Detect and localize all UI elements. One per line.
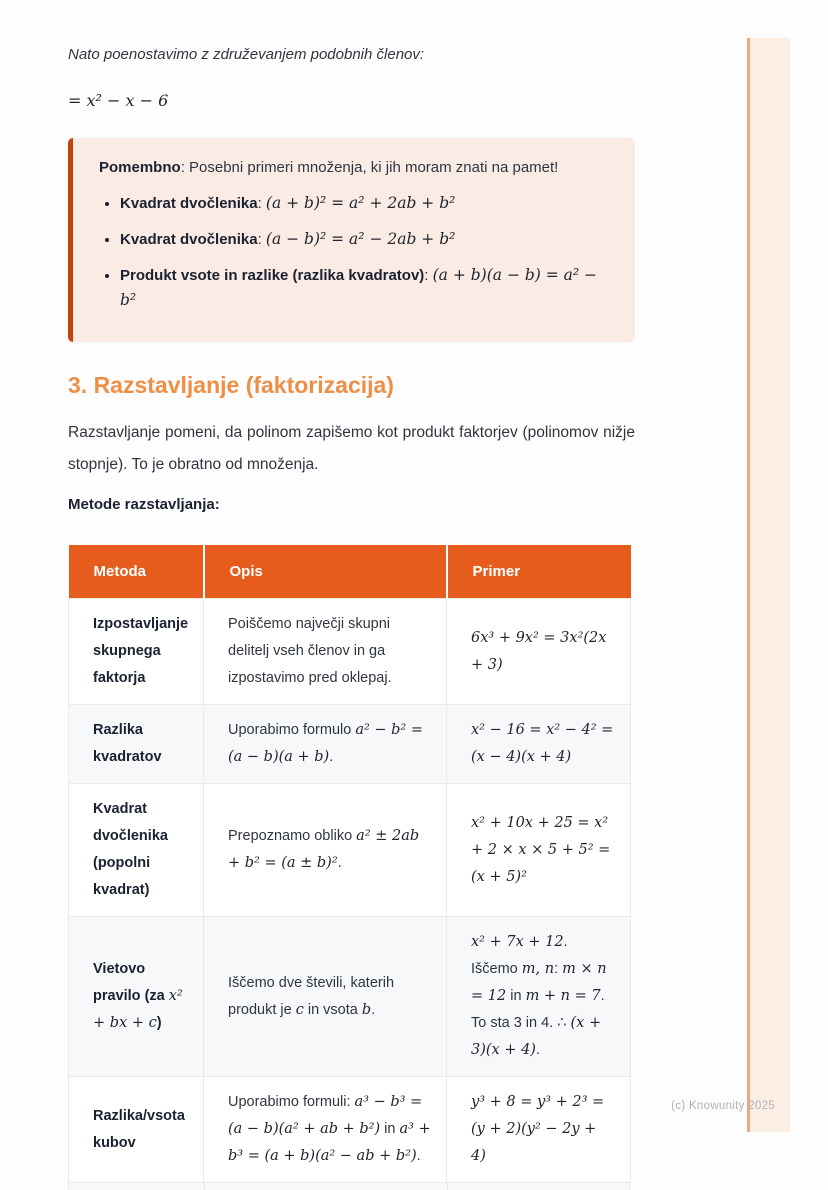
table-cut-row	[68, 1183, 630, 1190]
footer-credit: (c) Knowunity 2025	[671, 1100, 775, 1112]
method-cell: Razlika/vsota kubov	[69, 1077, 204, 1183]
side-accent-strip	[747, 38, 790, 1132]
table-header-opis: Opis	[204, 545, 447, 599]
table-header-row	[69, 545, 631, 599]
description-cell: Uporabimo formulo a² − b² = (a − b)(a + b).	[204, 705, 447, 784]
table-row	[69, 917, 631, 1077]
table-row	[69, 784, 631, 917]
factoring-methods-table	[68, 545, 631, 1183]
table-header-metoda: Metoda	[69, 545, 204, 599]
table-row	[69, 1077, 631, 1183]
table-header-primer: Primer	[447, 545, 631, 599]
method-cell: Kvadrat dvočlenika (popolni kvadrat)	[69, 784, 204, 917]
table-row	[69, 705, 631, 784]
page-content	[68, 0, 635, 1190]
table-row	[69, 599, 631, 705]
description-cell: Uporabimo formuli: a³ − b³ = (a − b)(a² + ab + b²) in a³ + b³ = (a + b)(a² − ab + b²).	[204, 1077, 447, 1183]
section-paragraph: Razstavljanje pomeni, da polinom zapišemo kot produkt faktorjev (polinomov nižje stopnje). To je obratno od množenja.	[68, 424, 635, 473]
intro-math-expression: = x² − x − 6	[68, 91, 169, 110]
important-callout	[68, 138, 635, 342]
method-cell: Razlika kvadratov	[69, 705, 204, 784]
section-heading: 3. Razstavljanje (faktorizacija)	[68, 372, 394, 398]
description-cell: Prepoznamo obliko a² ± 2ab + b² = (a ± b)².	[204, 784, 447, 917]
example-cell: x² + 10x + 25 = x² + 2 × x × 5 + 5² = (x + 5)²	[447, 784, 631, 917]
intro-sentence: Nato poenostavimo z združevanjem podobnih členov:	[68, 46, 425, 63]
example-cell: 6x³ + 9x² = 3x²(2x + 3)	[447, 599, 631, 705]
method-cell: Vietovo pravilo (za x² + bx + c)	[69, 917, 204, 1077]
example-cell: x² − 16 = x² − 4² = (x − 4)(x + 4)	[447, 705, 631, 784]
callout-title: Pomembno: Posebni primeri množenja, ki jih moram znati na pamet!	[99, 159, 559, 176]
callout-bullet-list	[99, 191, 609, 313]
method-cell: Izpostavljanje skupnega faktorja	[69, 599, 204, 705]
methods-label: Metode razstavljanja:	[68, 496, 220, 513]
callout-bullet: • Produkt vsote in razlike (razlika kvadratov): (a + b)(a − b) = a² − b²	[120, 263, 609, 313]
callout-bullet: • Kvadrat dvočlenika: (a + b)² = a² + 2ab + b²	[120, 191, 609, 216]
callout-bullet: • Kvadrat dvočlenika: (a − b)² = a² − 2ab + b²	[120, 227, 609, 252]
description-cell: Poiščemo največji skupni delitelj vseh členov in ga izpostavimo pred oklepaj.	[204, 599, 447, 705]
example-cell: x² + 7x + 12. Iščemo m, n: m × n = 12 in m + n = 7. To sta 3 in 4. ∴ (x + 3)(x + 4).	[447, 917, 631, 1077]
description-cell: Iščemo dve števili, katerih produkt je c in vsota b.	[204, 917, 447, 1077]
example-cell: y³ + 8 = y³ + 2³ = (y + 2)(y² − 2y + 4)	[447, 1077, 631, 1183]
